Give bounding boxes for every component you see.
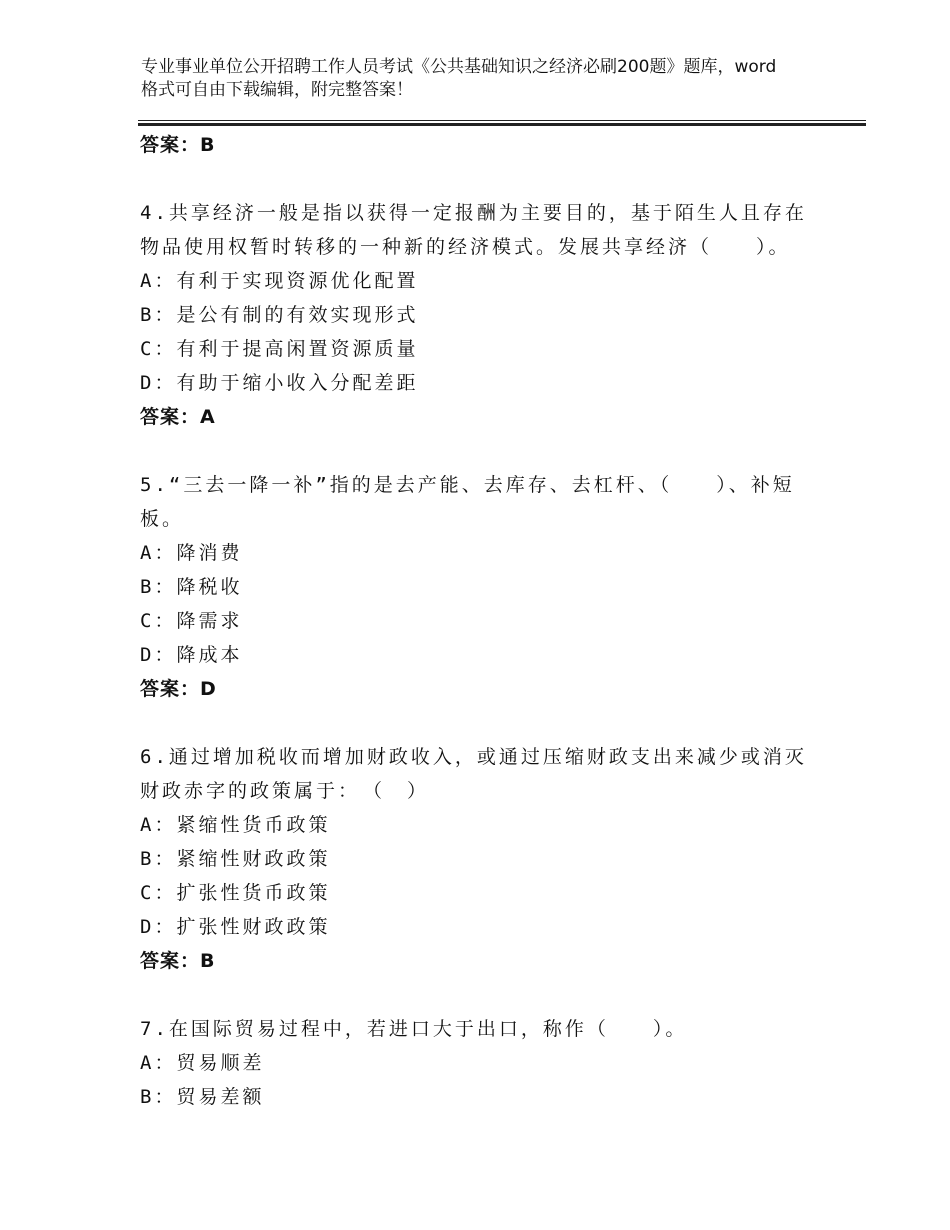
option-b: B：降税收 (140, 576, 243, 598)
option-c: C：扩张性货币政策 (140, 882, 331, 904)
option-c: C：有利于提高闲置资源质量 (140, 338, 419, 360)
option-d: D：降成本 (140, 644, 243, 666)
question-stem: 7.在国际贸易过程中，若进口大于出口，称作（ ）。 (140, 1018, 688, 1040)
question-stem: 4.共享经济一般是指以获得一定报酬为主要目的，基于陌生人且存在物品使用权暂时转移的一种新的经济模式。发展共享经济（ ）。 (140, 202, 807, 258)
question-4 (140, 196, 820, 434)
question-5 (140, 468, 820, 706)
answer-line: 答案：D (140, 678, 217, 700)
question-7 (140, 1012, 820, 1114)
question-list (140, 128, 820, 1114)
option-c: C：降需求 (140, 610, 243, 632)
header-rule-thin (138, 120, 866, 121)
option-b: B：是公有制的有效实现形式 (140, 304, 419, 326)
answer-line: 答案：B (140, 950, 216, 972)
question-stem: 6.通过增加税收而增加财政收入，或通过压缩财政支出来减少或消灭财政赤字的政策属于： （ ） (140, 746, 807, 802)
previous-answer: 答案：B (140, 134, 216, 156)
question-stem: 5.“三去一降一补”指的是去产能、去库存、去杠杆、（ ）、补短板。 (140, 474, 795, 530)
option-d: D：有助于缩小收入分配差距 (140, 372, 419, 394)
header-rule-thick (138, 123, 866, 126)
option-b: B：紧缩性财政政策 (140, 848, 331, 870)
option-d: D：扩张性财政政策 (140, 916, 331, 938)
option-a: A：有利于实现资源优化配置 (140, 270, 419, 292)
option-a: A：降消费 (140, 542, 243, 564)
option-a: A：紧缩性货币政策 (140, 814, 331, 836)
option-b: B：贸易差额 (140, 1086, 265, 1108)
question-6 (140, 740, 820, 978)
document-header: 专业事业单位公开招聘工作人员考试《公共基础知识之经济必刷200题》题库，word格式可自由下载编辑，附完整答案！ (141, 57, 777, 100)
answer-line: 答案：A (140, 406, 216, 428)
option-a: A：贸易顺差 (140, 1052, 265, 1074)
